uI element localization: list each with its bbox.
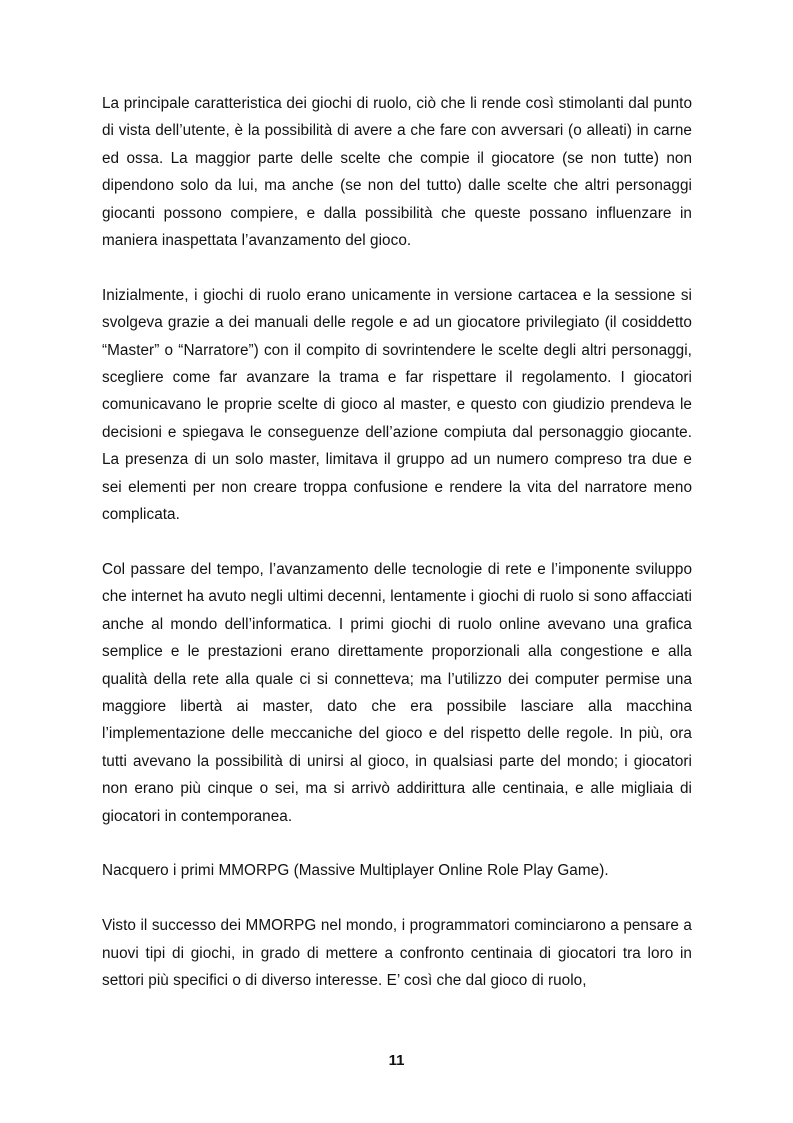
paragraph-4: Nacquero i primi MMORPG (Massive Multiplayer Online Role Play Game). xyxy=(102,862,609,880)
paragraph-spacer xyxy=(102,885,692,912)
paragraph-3: Col passare del tempo, l’avanzamento delle tecnologie di rete e l’imponente sviluppo che internet ha avuto negli ultimi decenni, lentamente i giochi di ruolo si sono affacciati anche al mondo dell’informatica. I primi giochi di ruolo online avevano una grafica semplice e le prestazioni erano direttamente proporzionali alla congestione e alla qualità della rete alla quale ci si connetteva; ma l’utilizzo dei computer permise una maggiore libertà ai master, dato che era possibile lasciare alla macchina l’implementazione delle meccaniche del gioco e del rispetto delle regole. In più, ora tutti avevano la possibilità di unirsi al gioco, in qualsiasi parte del mondo; i giocatori non erano più cinque o sei, ma si arrivò addirittura alle centinaia, e alle migliaia di giocatori in contemporanea. xyxy=(102,560,692,825)
document-body xyxy=(102,90,692,994)
paragraph-2: Inizialmente, i giochi di ruolo erano unicamente in versione cartacea e la sessione si svolgeva grazie a dei manuali delle regole e ad un giocatore privilegiato (il cosiddetto “Master” o “Narratore”) con il compito di sovrintendere le scelte degli altri personaggi, scegliere come far avanzare la trama e far rispettare il regolamento. I giocatori comunicavano le proprie scelte di gioco al master, e questo con giudizio prendeva le decisioni e spiegava le conseguenze dell’azione compiuta dal personaggio giocante. La presenza di un solo master, limitava il gruppo ad un numero compreso tra due e sei elementi per non creare troppa confusione e rendere la vita del narratore meno complicata. xyxy=(102,286,692,524)
paragraph-spacer xyxy=(102,830,692,857)
paragraph-1: La principale caratteristica dei giochi di ruolo, ciò che li rende così stimolanti dal punto di vista dell’utente, è la possibilità di avere a che fare con avversari (o alleati) in carne ed ossa. La maggior parte delle scelte che compie il giocatore (se non tutte) non dipendono solo da lui, ma anche (se non del tutto) dalle scelte che altri personaggi giocanti possono compiere, e dalla possibilità che queste possano influenzare in maniera inaspettata l’avanzamento del gioco. xyxy=(102,95,692,250)
paragraph-spacer xyxy=(102,254,692,281)
paragraph-spacer xyxy=(102,528,692,555)
page-number: 11 xyxy=(388,1052,405,1069)
paragraph-5: Visto il successo dei MMORPG nel mondo, i programmatori cominciarono a pensare a nuovi tipi di giochi, in grado di mettere a confronto centinaia di giocatori tra loro in settori più specifici o di diverso interesse. E’ così che dal gioco di ruolo, xyxy=(102,917,692,989)
